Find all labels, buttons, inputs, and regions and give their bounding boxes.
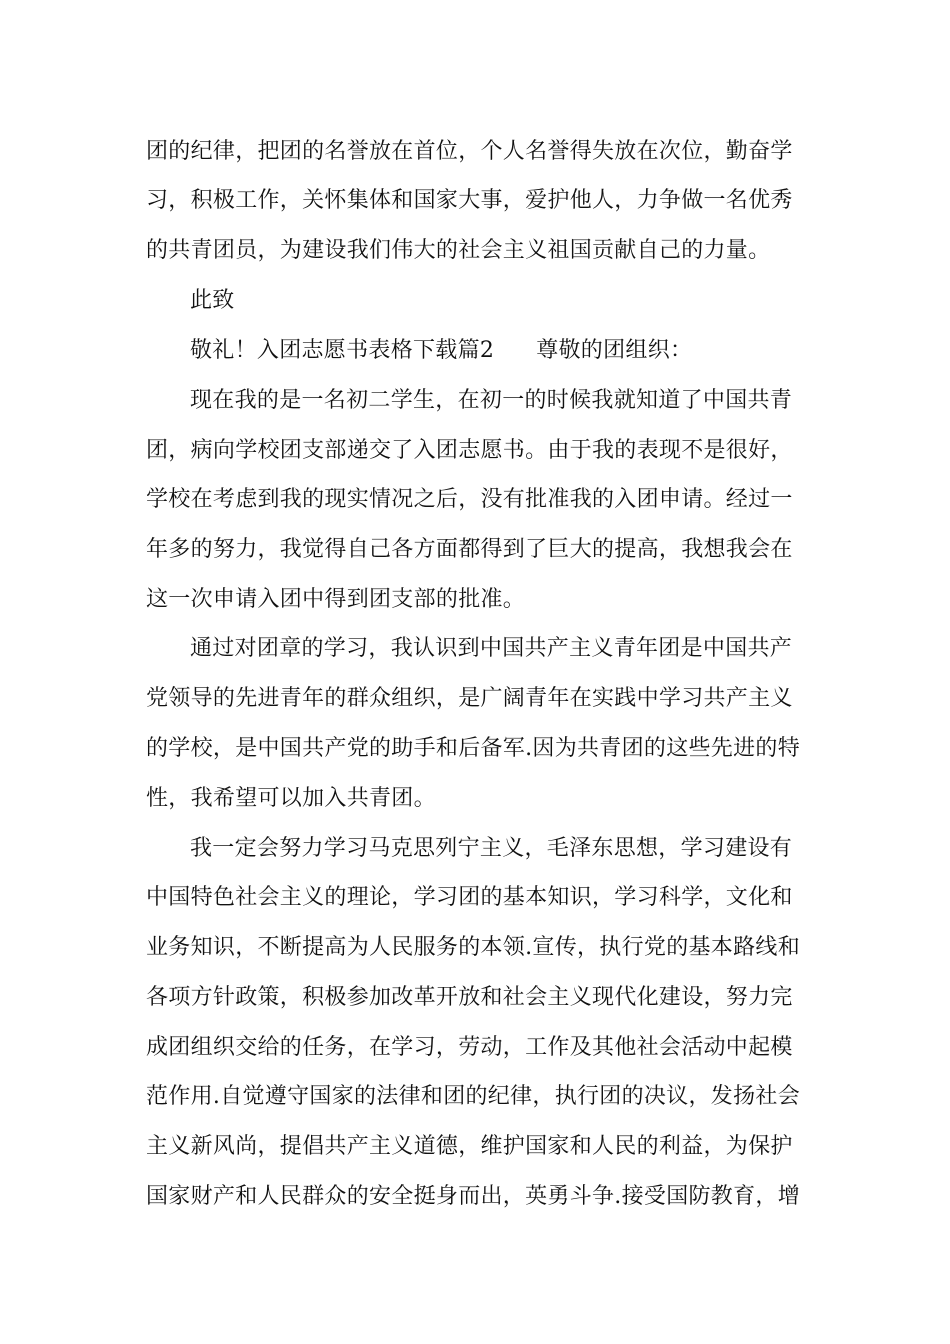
text-line: 中国特色社会主义的理论，学习团的基本知识，学习科学，文化和 [146, 885, 793, 910]
text-line: 通过对团章的学习，我认识到中国共产主义青年团是中国共产 [190, 636, 793, 661]
heading-line [190, 336, 692, 366]
text-line: 的学校，是中国共产党的助手和后备军.因为共青团的这些先进的特 [146, 736, 800, 761]
text-line: 党领导的先进青年的群众组织，是广阔青年在实践中学习共产主义 [146, 686, 793, 711]
text-line: 成团组织交给的任务，在学习，劳动，工作及其他社会活动中起模 [146, 1035, 793, 1060]
text-line: 这一次申请入团中得到团支部的批准。 [146, 587, 526, 612]
text-line: 我一定会努力学习马克思列宁主义，毛泽东思想，学习建设有 [190, 836, 793, 861]
text-line: 范作用.自觉遵守国家的法律和团的纪律，执行团的决议，发扬社会 [146, 1084, 800, 1109]
text-line: 团，病向学校团支部递交了入团志愿书。由于我的表现不是很好， [146, 438, 793, 463]
text-line: 现在我的是一名初二学生，在初一的时候我就知道了中国共青 [190, 388, 793, 413]
text-line: 业务知识，不断提高为人民服务的本领.宣传，执行党的基本路线和 [146, 935, 800, 960]
text-line: 习，积极工作，关怀集体和国家大事，爱护他人，力争做一名优秀 [146, 188, 793, 213]
section-title: 敬礼！入团志愿书表格下载篇2 [190, 338, 495, 363]
text-line: 性，我希望可以加入共青团。 [146, 786, 436, 811]
text-line: 学校在考虑到我的现实情况之后，没有批准我的入团申请。经过一 [146, 487, 793, 512]
text-line: 年多的努力，我觉得自己各方面都得到了巨大的提高，我想我会在 [146, 537, 793, 562]
text-line: 国家财产和人民群众的安全挺身而出，英勇斗争.接受国防教育，增 [146, 1184, 800, 1209]
text-line: 各项方针政策，积极参加改革开放和社会主义现代化建设，努力完 [146, 985, 793, 1010]
text-line: 主义新风尚，提倡共产主义道德，维护国家和人民的利益，为保护 [146, 1134, 793, 1159]
text-line: 团的纪律，把团的名誉放在首位，个人名誉得失放在次位，勤奋学 [146, 139, 793, 164]
closing-line: 此致 [190, 288, 235, 313]
text-line: 的共青团员，为建设我们伟大的社会主义祖国贡献自己的力量。 [146, 238, 771, 263]
salutation: 尊敬的团组织： [536, 338, 693, 363]
